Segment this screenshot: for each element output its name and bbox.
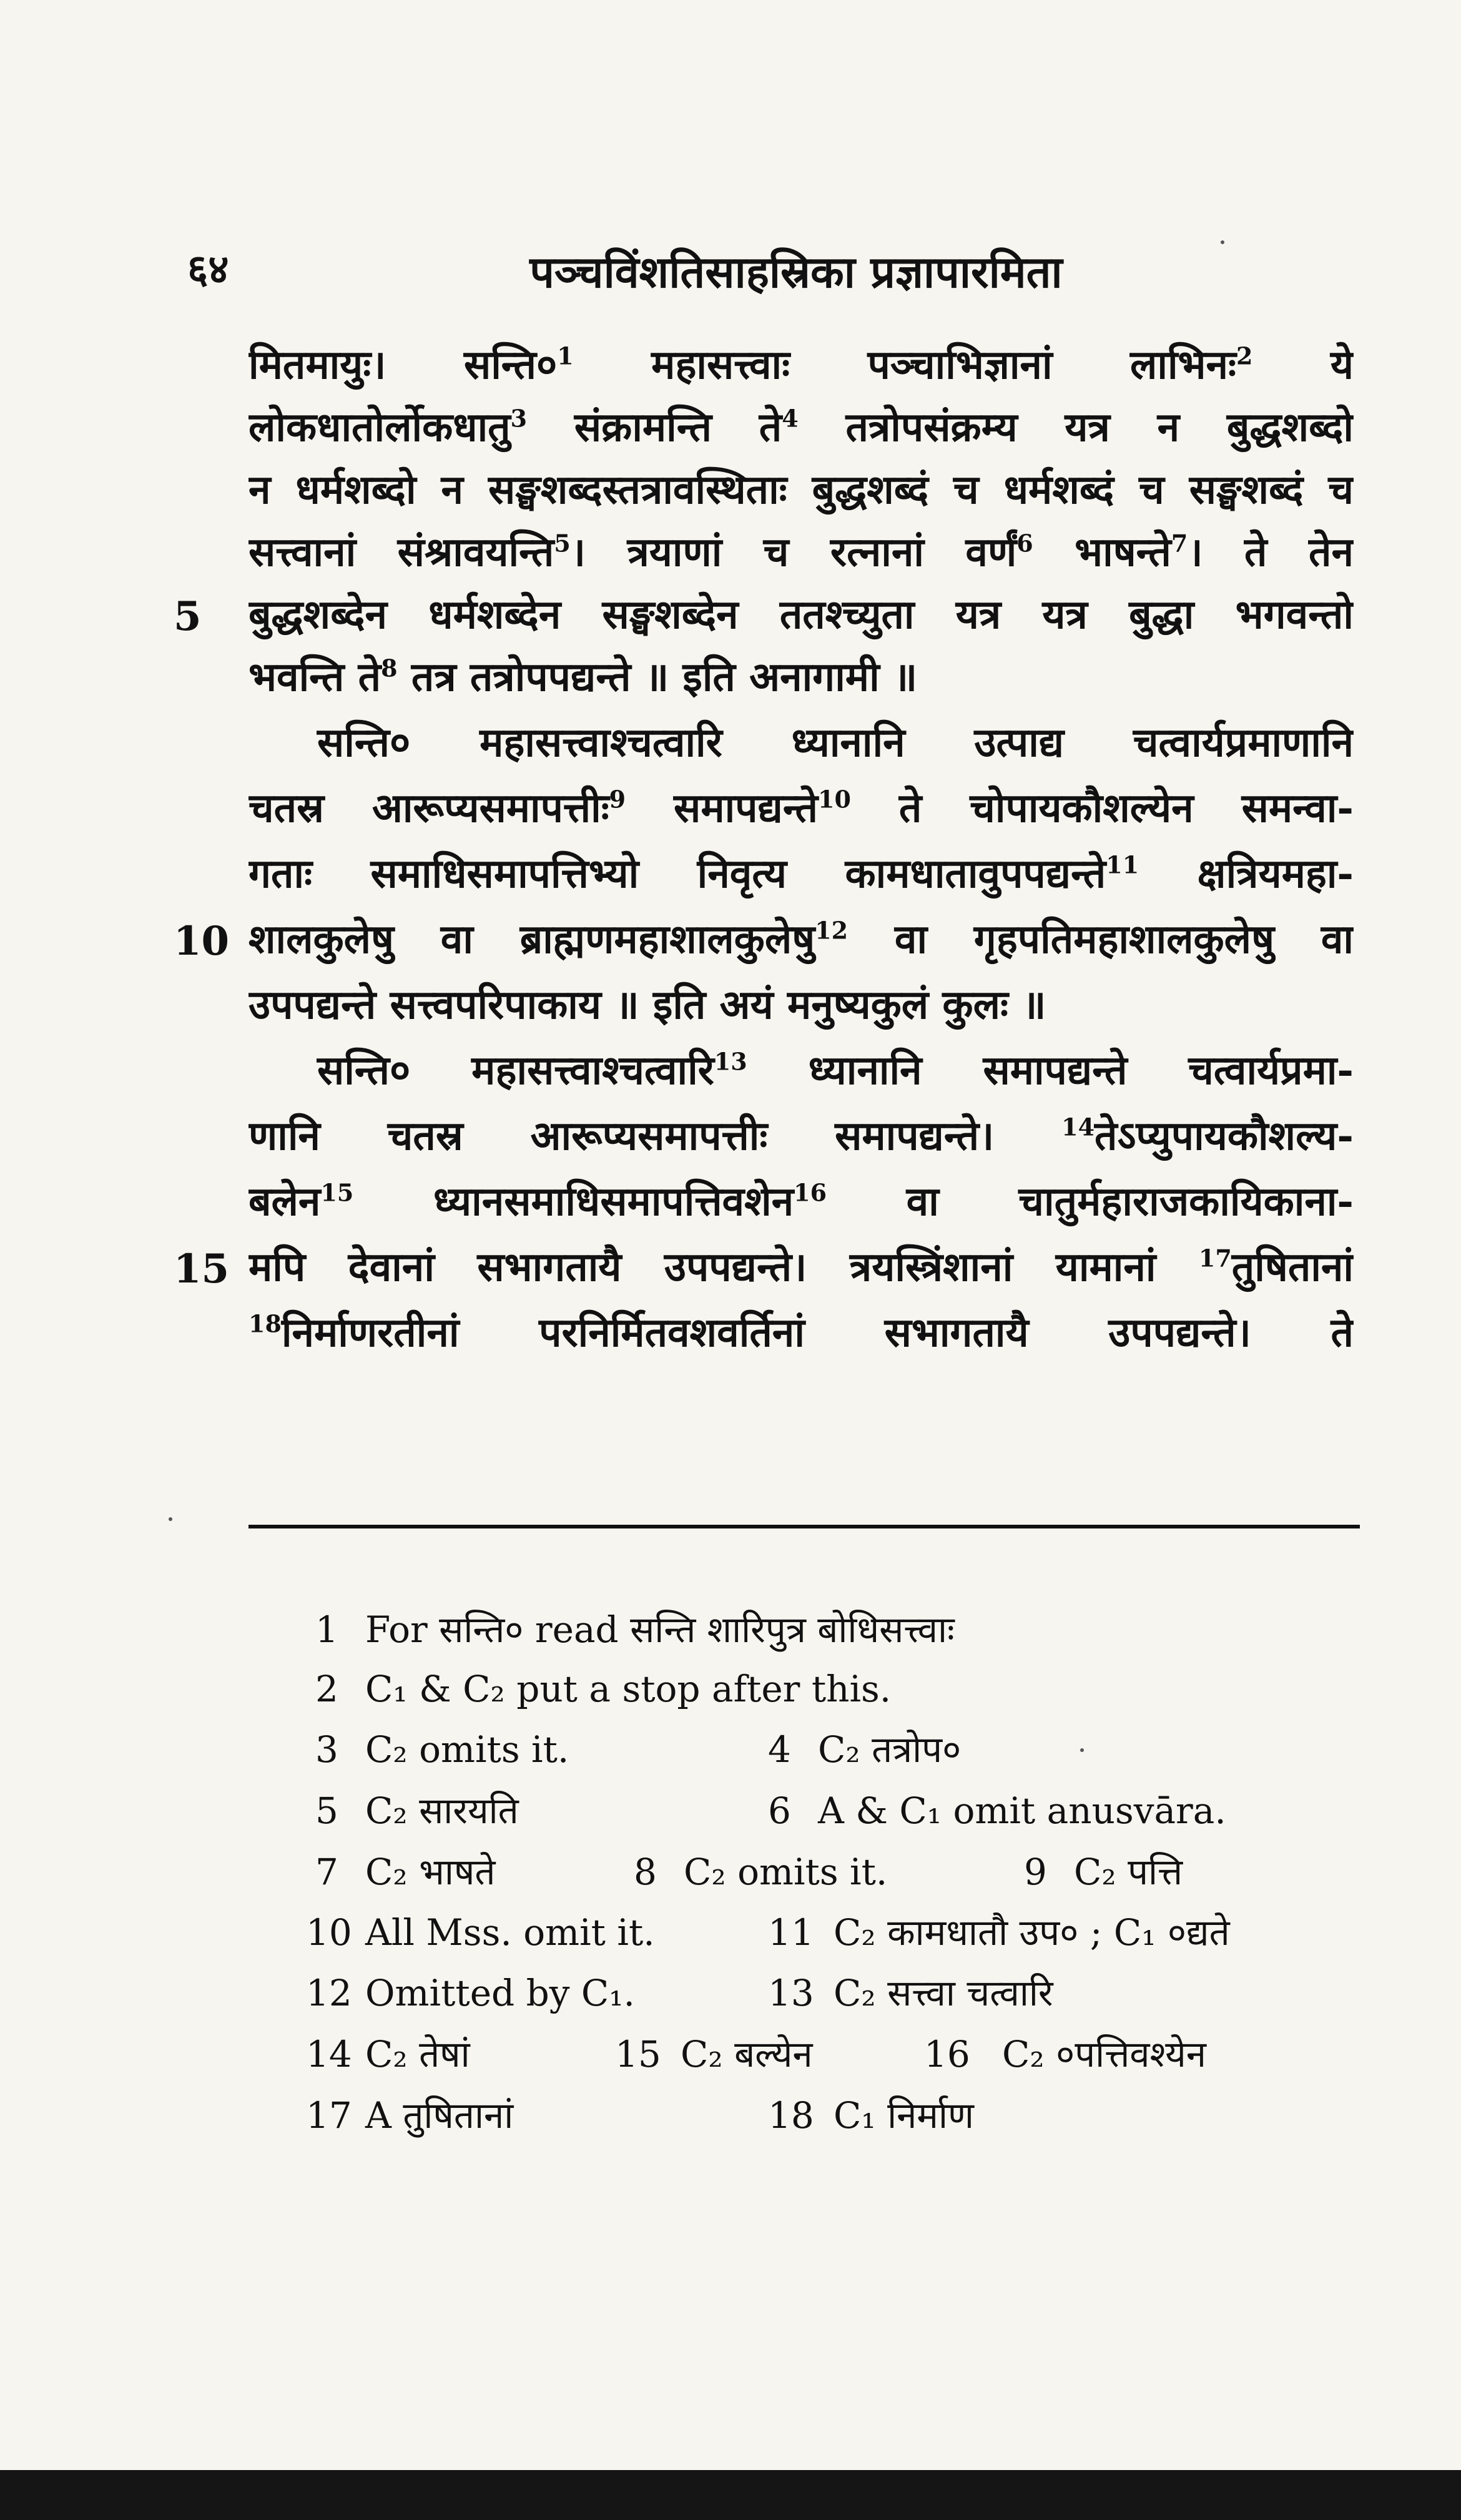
footnote-14: 14 C₂ तेषां	[306, 2033, 470, 2075]
body-line-8: चतस्र आरूप्यसमापत्तीः$^9$ समापद्यन्ते$^{10}$ ते चोपायकौशल्येन समन्वा-	[248, 785, 1354, 832]
body-line-14: बलेन$^{15}$ ध्यानसमाधिसमापत्तिवशेन$^{16}$ वा चातुर्महाराजकायिकाना-	[248, 1178, 1354, 1225]
footnote-12: 12 Omitted by C₁.	[306, 1972, 635, 2014]
scan-bottom-edge	[0, 2470, 1461, 2520]
margin-line-number-10: 10	[174, 918, 230, 965]
footnote-1: 1 For सन्ति० read सन्ति शारिपुत्र बोधिसत्त्वाः	[315, 1608, 955, 1651]
body-line-7: सन्ति० महासत्त्वाश्चत्वारि ध्यानानि उत्पाद्य चत्वार्यप्रमाणानि	[317, 719, 1354, 766]
page-number: ६४	[187, 246, 229, 293]
body-line-10: शालकुलेषु वा ब्राह्मणमहाशालकुलेषु$^{12}$ वा गृहपतिमहाशालकुलेषु वा	[248, 916, 1354, 963]
body-line-1: मितमायुः। $सन्ति०^1$ महासत्त्वाः पञ्चाभिज्ञानां लाभिनः$^2$ ये	[248, 342, 1354, 388]
margin-line-number-5: 5	[174, 593, 202, 640]
footnote-10: 10 All Mss. omit it.	[306, 1911, 655, 1954]
body-line-13: णानि चतस्र आरूप्यसमापत्तीः समापद्यन्ते। $^{14}$तेऽप्युपायकौशल्य-	[248, 1113, 1354, 1159]
footnote-separator-rule	[248, 1525, 1360, 1528]
footnote-18: 18 C₁ निर्माण	[768, 2094, 974, 2137]
footnote-2: 2 C₁ & C₂ put a stop after this.	[315, 1668, 892, 1710]
footnote-13: 13 C₂ सत्त्वा चत्वारि	[768, 1972, 1053, 2014]
body-line-4: सत्त्वानां संश्रावयन्ति$^5$। त्रयाणां च रत्नानां वर्णं$^6$ भाषन्ते$^7$। ते तेन	[248, 529, 1354, 576]
body-line-12: सन्ति० महासत्त्वाश्चत्वारि$^{13}$ ध्यानानि समापद्यन्ते चत्वार्यप्रमा-	[317, 1047, 1354, 1094]
footnote-11: 11 C₂ कामधातौ उप० ; C₁ ०द्यते	[768, 1911, 1230, 1954]
footnote-7: 7 C₂ भाषते	[315, 1851, 496, 1893]
body-line-11: उपपद्यन्ते सत्त्वपरिपाकाय ॥ इति अयं मनुष्यकुलं कुलः ॥	[248, 982, 1046, 1028]
body-line-15: मपि देवानां सभागतायै उपपद्यन्ते। त्रयस्त्रिंशानां यामानां $^{17}$तुषितानां	[248, 1244, 1354, 1291]
footnote-17: 17 A तुषितानां	[306, 2094, 514, 2137]
footnote-8: 8 C₂ omits it.	[634, 1851, 888, 1893]
footnote-16: 16 C₂ ०पत्तिवश्येन	[924, 2033, 1206, 2075]
margin-line-number-15: 15	[174, 1246, 230, 1292]
scan-speck	[1221, 240, 1224, 244]
scan-speck	[169, 1517, 172, 1521]
body-line-6: भवन्ति ते$^8$ तत्र तत्रोपपद्यन्ते ॥ इति अनागामी ॥	[248, 654, 918, 701]
body-line-2: लोकधातोर्लोकधातु$^3$ संक्रामन्ति ते$^4$ तत्रोपसंक्रम्य यत्र न बुद्धशब्दो	[248, 404, 1354, 451]
footnote-5: 5 C₂ सारयति	[315, 1789, 519, 1832]
footnote-15: 15 C₂ बल्येन	[615, 2033, 813, 2075]
body-line-5: बुद्धशब्देन धर्मशब्देन सङ्घशब्देन ततश्च्युता यत्र यत्र बुद्धा भगवन्तो	[248, 591, 1354, 638]
scan-speck	[1080, 1748, 1084, 1752]
footnote-3: 3 C₂ omits it.	[315, 1728, 569, 1771]
body-line-9: गताः समाधिसमापत्तिभ्यो निवृत्य कामधातावुपपद्यन्ते$^{11}$ क्षत्रियमहा-	[248, 850, 1354, 897]
footnote-6: 6 A & C₁ omit anusvāra.	[768, 1789, 1226, 1832]
footnote-9: 9 C₂ पत्ति	[1024, 1851, 1183, 1893]
footnote-4: 4 C₂ तत्रोप०	[768, 1728, 962, 1771]
running-title: पञ्चविंशतिसाहस्रिका प्रज्ञापारमिता	[529, 246, 1063, 298]
body-line-3: न धर्मशब्दो न सङ्घशब्दस्तत्रावस्थिताः बुद्धशब्दं च धर्मशब्दं च सङ्घशब्दं च	[248, 466, 1354, 513]
body-line-16: $^{18}$निर्माणरतीनां परनिर्मितवशवर्तिनां सभागतायै उपपद्यन्ते। ते	[248, 1309, 1354, 1356]
